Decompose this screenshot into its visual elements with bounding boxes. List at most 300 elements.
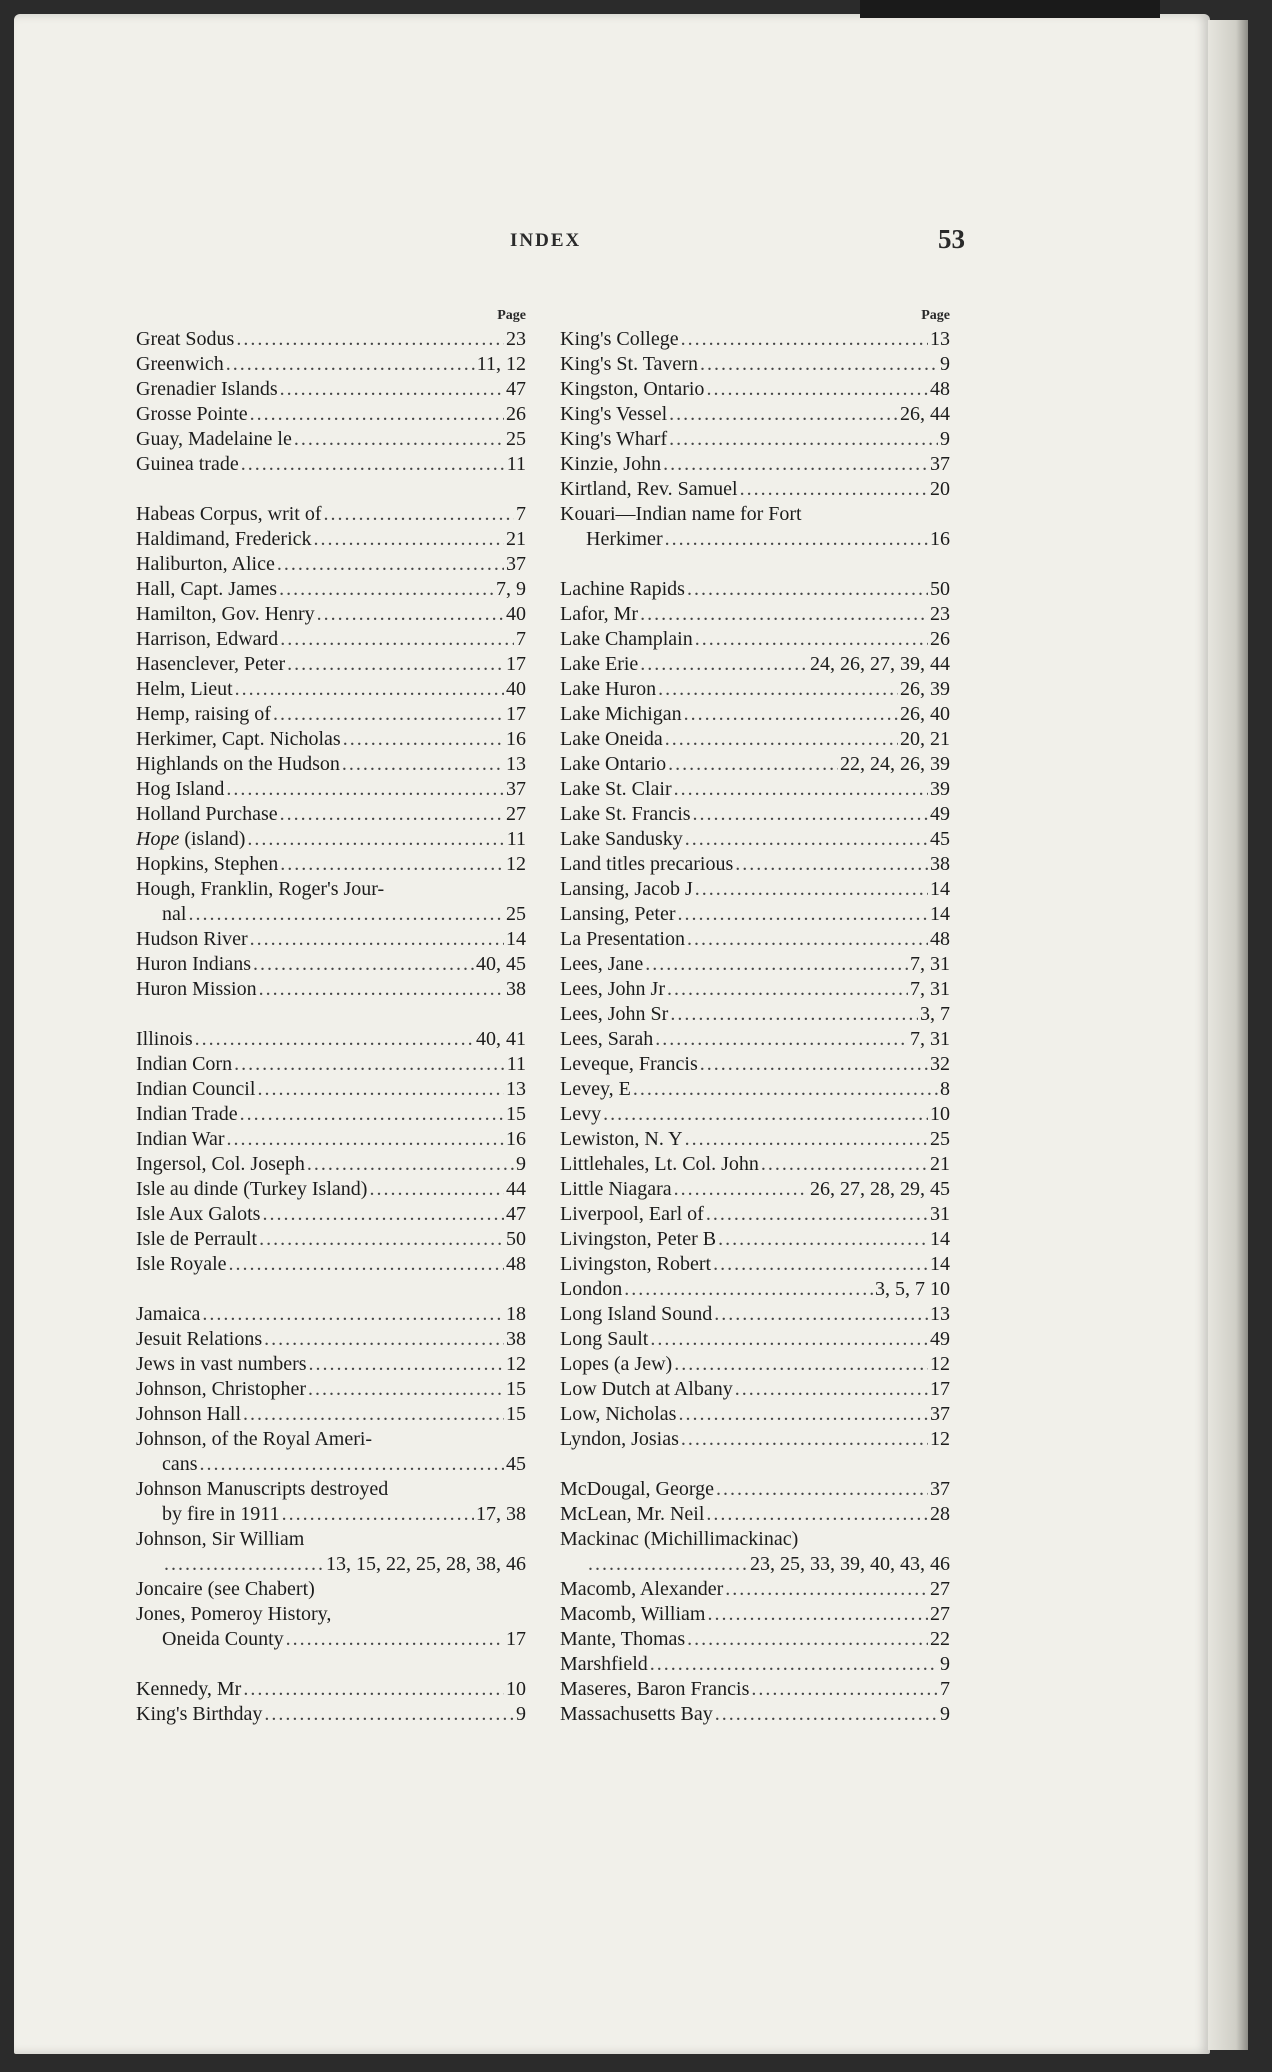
- entry-term: Marshfield: [560, 1653, 648, 1675]
- entry-term: Ingersol, Col. Joseph: [136, 1153, 305, 1175]
- entry-term: cans: [162, 1453, 198, 1475]
- leader-dots: [633, 1077, 938, 1102]
- entry-term: La Presentation: [560, 928, 685, 950]
- leader-dots: [253, 952, 474, 977]
- leader-dots: [674, 777, 928, 802]
- index-entry: [136, 802, 526, 827]
- entry-pages: 11: [506, 1053, 526, 1075]
- entry-pages: 26: [930, 628, 950, 650]
- column-heading: Page: [497, 308, 526, 323]
- entry-term: Hemp, raising of: [136, 703, 271, 725]
- index-entry: [560, 1002, 950, 1027]
- entry-pages: 48: [930, 928, 950, 950]
- entry-pages: 21: [930, 1153, 950, 1175]
- leader-dots: [226, 777, 504, 802]
- entry-term: King's Vessel: [560, 403, 668, 425]
- entry-pages: 38: [506, 978, 526, 1000]
- entry-term: Lopes (a Jew): [560, 1353, 673, 1375]
- index-entry: [560, 1602, 950, 1627]
- entry-term: Levey, E: [560, 1078, 631, 1100]
- entry-term: Lake St. Francis: [560, 803, 691, 825]
- leader-dots: [240, 1102, 504, 1127]
- running-title: INDEX: [510, 230, 582, 251]
- index-entry: [560, 1477, 950, 1502]
- entry-term: Johnson, Christopher: [136, 1378, 306, 1400]
- entry-pages: 24, 26, 27, 39, 44: [810, 653, 950, 675]
- index-entry: [136, 677, 526, 702]
- leader-dots: [706, 377, 928, 402]
- leader-dots: [234, 1052, 505, 1077]
- leader-dots: [735, 1377, 928, 1402]
- entry-pages: 7: [940, 1678, 950, 1700]
- leader-dots: [674, 1177, 808, 1202]
- index-entry: [560, 1177, 950, 1202]
- leader-dots: [243, 1677, 504, 1702]
- leader-dots: [687, 577, 928, 602]
- index-entry: [560, 602, 950, 627]
- index-entry: [560, 1577, 950, 1602]
- entry-term: Lake Michigan: [560, 703, 682, 725]
- index-entry: [560, 827, 950, 852]
- entry-spacer: [560, 1452, 950, 1477]
- entry-term: Lachine Rapids: [560, 578, 685, 600]
- index-entry: [560, 977, 950, 1002]
- entry-term: Holland Purchase: [136, 803, 278, 825]
- leader-dots: [280, 852, 504, 877]
- entry-term: Macomb, Alexander: [560, 1578, 724, 1600]
- index-entry: [560, 577, 950, 602]
- leader-dots: [640, 602, 928, 627]
- leader-dots: [227, 1127, 504, 1152]
- entry-pages: 17: [930, 1378, 950, 1400]
- entry-pages: 22: [930, 1628, 950, 1650]
- leader-dots: [663, 452, 928, 477]
- entry-pages: 17: [506, 703, 526, 725]
- page-number: 53: [938, 224, 965, 254]
- entry-pages: 16: [930, 528, 950, 550]
- index-entry: [136, 752, 526, 777]
- entry-term: Jamaica: [136, 1303, 201, 1325]
- column-heading: Page: [921, 308, 950, 323]
- index-entry: [560, 1652, 950, 1677]
- leader-dots: [695, 877, 928, 902]
- entry-term: Liverpool, Earl of: [560, 1203, 704, 1225]
- index-entry: [136, 1302, 526, 1327]
- index-entry: [136, 827, 526, 852]
- index-entry: [136, 1327, 526, 1352]
- entry-term: Lansing, Jacob J: [560, 878, 693, 900]
- leader-dots: [259, 977, 504, 1002]
- index-entry: [560, 1252, 950, 1277]
- entry-pages: 9: [516, 1703, 526, 1725]
- entry-term: Kennedy, Mr: [136, 1678, 242, 1700]
- entry-term: Greenwich: [136, 353, 224, 375]
- leader-dots: [250, 927, 504, 952]
- index-entry: [136, 1627, 526, 1652]
- entry-pages: 45: [506, 1453, 526, 1475]
- index-entry: [560, 1077, 950, 1102]
- entry-pages: 14: [506, 928, 526, 950]
- index-entry: [136, 1452, 526, 1477]
- index-entry: [136, 1702, 526, 1727]
- entry-pages: 3, 7: [920, 1003, 950, 1025]
- entry-pages: 50: [930, 578, 950, 600]
- entry-pages: 23: [506, 328, 526, 350]
- entry-pages: 9: [940, 1703, 950, 1725]
- entry-pages: 49: [930, 1328, 950, 1350]
- entry-term: Lyndon, Josias: [560, 1428, 679, 1450]
- entry-pages: 26, 27, 28, 29, 45: [810, 1178, 950, 1200]
- entry-term: Indian Council: [136, 1078, 256, 1100]
- entry-term: Herkimer, Capt. Nicholas: [136, 728, 341, 750]
- index-entry: [560, 1327, 950, 1352]
- entry-pages: 12: [506, 853, 526, 875]
- index-entry: [136, 952, 526, 977]
- entry-term: Grenadier Islands: [136, 378, 278, 400]
- leader-dots: [669, 402, 898, 427]
- index-entry: [560, 527, 950, 552]
- index-entry: [136, 502, 526, 527]
- entry-pages: 48: [506, 1253, 526, 1275]
- entry-term: Littlehales, Lt. Col. John: [560, 1153, 759, 1175]
- entry-pages: 17, 38: [476, 1503, 526, 1525]
- entry-term: Illinois: [136, 1028, 193, 1050]
- leader-dots: [681, 327, 928, 352]
- leader-dots: [277, 552, 504, 577]
- entry-pages: 14: [930, 1253, 950, 1275]
- leader-dots: [308, 1377, 504, 1402]
- entry-term: Lake Sandusky: [560, 828, 683, 850]
- entry-pages: 16: [506, 728, 526, 750]
- leader-dots: [257, 1077, 504, 1102]
- index-entry: [136, 1027, 526, 1052]
- index-entry: [560, 927, 950, 952]
- entry-term: Long Island Sound: [560, 1303, 713, 1325]
- index-entry: [136, 1377, 526, 1402]
- entry-pages: 47: [506, 1203, 526, 1225]
- entry-term: Low Dutch at Albany: [560, 1378, 733, 1400]
- index-entry: [136, 1202, 526, 1227]
- scan-border: [860, 0, 1160, 18]
- leader-dots: [226, 352, 475, 377]
- index-entry: [560, 702, 950, 727]
- entry-pages: 13: [930, 1303, 950, 1325]
- index-entry: [560, 1677, 950, 1702]
- leader-dots: [667, 977, 908, 1002]
- leader-dots: [707, 1602, 928, 1627]
- index-entry: [560, 352, 950, 377]
- index-entry: [136, 452, 526, 477]
- entry-term: Isle de Perrault: [136, 1228, 258, 1250]
- index-entry: [560, 1227, 950, 1252]
- entry-term: Lake Champlain: [560, 628, 693, 650]
- index-entry: [560, 1202, 950, 1227]
- index-entry: [560, 377, 950, 402]
- entry-pages: 20: [930, 478, 950, 500]
- entry-term: Land titles precarious: [560, 853, 734, 875]
- entry-term: McLean, Mr. Neil: [560, 1503, 705, 1525]
- leader-dots: [714, 1302, 928, 1327]
- entry-term: Hope (island): [136, 828, 246, 850]
- entry-pages: 48: [930, 378, 950, 400]
- entry-pages: 11, 12: [476, 353, 526, 375]
- index-entry: [136, 877, 526, 902]
- leader-dots: [751, 1677, 938, 1702]
- index-entry: [560, 452, 950, 477]
- leader-dots: [603, 1102, 928, 1127]
- index-entry: [560, 802, 950, 827]
- leader-dots: [280, 377, 504, 402]
- entry-pages: 17: [506, 1628, 526, 1650]
- entry-term: Haldimand, Frederick: [136, 528, 312, 550]
- index-entry: [136, 1402, 526, 1427]
- entry-term: Huron Indians: [136, 953, 251, 975]
- entry-term: Hopkins, Stephen: [136, 853, 279, 875]
- entry-pages: 47: [506, 378, 526, 400]
- entry-term: Lees, Sarah: [560, 1028, 654, 1050]
- leader-dots: [718, 1227, 928, 1252]
- entry-term: Lewiston, N. Y: [560, 1128, 683, 1150]
- entry-pages: 9: [940, 353, 950, 375]
- leader-dots: [700, 1052, 928, 1077]
- page-edge-shadow: [1208, 20, 1248, 2050]
- leader-dots: [343, 727, 504, 752]
- leader-dots: [294, 427, 504, 452]
- entry-pages: 32: [930, 1053, 950, 1075]
- entry-term: King's Wharf: [560, 428, 668, 450]
- entry-pages: 21: [506, 528, 526, 550]
- entry-pages: 26, 44: [900, 403, 950, 425]
- entry-term: Kouari—Indian name for Fort: [560, 503, 802, 525]
- entry-term: nal: [162, 903, 187, 925]
- entry-pages: 40: [506, 678, 526, 700]
- index-entry: [560, 1402, 950, 1427]
- entry-term: Kinzie, John: [560, 453, 662, 475]
- entry-term: Isle Aux Galots: [136, 1203, 261, 1225]
- index-entry: [560, 677, 950, 702]
- entry-term: Lake Huron: [560, 678, 657, 700]
- entry-term: Leveque, Francis: [560, 1053, 698, 1075]
- entry-term: Indian Trade: [136, 1103, 238, 1125]
- entry-term: Lees, Jane: [560, 953, 644, 975]
- entry-pages: 10: [506, 1678, 526, 1700]
- leader-dots: [164, 1552, 324, 1577]
- leader-dots: [202, 1302, 504, 1327]
- leader-dots: [658, 677, 898, 702]
- entry-term: Kingston, Ontario: [560, 378, 705, 400]
- entry-pages: 39: [930, 778, 950, 800]
- entry-pages: 25: [930, 1128, 950, 1150]
- leader-dots: [588, 1552, 748, 1577]
- entry-term: Mackinac (Michillimackinac): [560, 1528, 799, 1550]
- entry-term: Maseres, Baron Francis: [560, 1678, 750, 1700]
- index-entry: [560, 1502, 950, 1527]
- entry-term: Lake St. Clair: [560, 778, 672, 800]
- entry-pages: 13: [506, 753, 526, 775]
- entry-spacer: [136, 477, 526, 502]
- index-entry: [136, 1577, 526, 1602]
- leader-dots: [713, 1252, 928, 1277]
- index-entry: [136, 727, 526, 752]
- index-entry: [560, 777, 950, 802]
- index-entry: [136, 1127, 526, 1152]
- leader-dots: [280, 627, 514, 652]
- entry-term: Massachusetts Bay: [560, 1703, 713, 1725]
- entry-term: Hamilton, Gov. Henry: [136, 603, 315, 625]
- leader-dots: [665, 727, 898, 752]
- entry-pages: 37: [930, 1478, 950, 1500]
- entry-pages: 40, 45: [476, 953, 526, 975]
- index-entry: [136, 702, 526, 727]
- leader-dots: [684, 702, 898, 727]
- entry-pages: 18: [506, 1303, 526, 1325]
- index-entry: [136, 777, 526, 802]
- entry-pages: 27: [930, 1578, 950, 1600]
- leader-dots: [314, 527, 505, 552]
- index-entry: [560, 952, 950, 977]
- entry-term: Indian War: [136, 1128, 225, 1150]
- entry-pages: 7, 31: [910, 978, 950, 1000]
- entry-term: Hog Island: [136, 778, 225, 800]
- leader-dots: [685, 827, 928, 852]
- index-column-left: [136, 305, 526, 1727]
- leader-dots: [273, 702, 504, 727]
- index-entry: [560, 627, 950, 652]
- entry-term: King's College: [560, 328, 679, 350]
- leader-dots: [668, 752, 838, 777]
- entry-term: Hough, Franklin, Roger's Jour-: [136, 878, 385, 900]
- index-entry: [136, 1252, 526, 1277]
- index-entry: [136, 1602, 526, 1627]
- index-entry: [560, 1127, 950, 1152]
- entry-term: London: [560, 1278, 623, 1300]
- entry-term: Habeas Corpus, writ of: [136, 503, 322, 525]
- entry-term: Lake Erie: [560, 653, 639, 675]
- entry-term: Grosse Pointe: [136, 403, 248, 425]
- index-entry-list: [136, 327, 526, 1727]
- entry-pages: 8: [940, 1078, 950, 1100]
- entry-term: Huron Mission: [136, 978, 257, 1000]
- leader-dots: [693, 802, 928, 827]
- entry-pages: 45: [930, 828, 950, 850]
- entry-term: Lees, John Sr: [560, 1003, 669, 1025]
- index-entry: [136, 377, 526, 402]
- entry-spacer: [136, 1002, 526, 1027]
- leader-dots: [685, 1127, 928, 1152]
- leader-dots: [280, 802, 504, 827]
- leader-dots: [678, 1402, 928, 1427]
- entry-pages: 9: [940, 1653, 950, 1675]
- leader-dots: [342, 752, 504, 777]
- entry-pages: 27: [506, 803, 526, 825]
- entry-pages: 37: [930, 1403, 950, 1425]
- entry-pages: 14: [930, 903, 950, 925]
- leader-dots: [645, 952, 908, 977]
- entry-term: Hasenclever, Peter: [136, 653, 286, 675]
- index-entry: [560, 502, 950, 527]
- entry-pages: 11: [506, 453, 526, 475]
- entry-pages: 25: [506, 428, 526, 450]
- entry-pages: 15: [506, 1103, 526, 1125]
- entry-spacer: [136, 1652, 526, 1677]
- entry-pages: 7: [516, 503, 526, 525]
- entry-term: King's St. Tavern: [560, 353, 698, 375]
- index-entry: [560, 1702, 950, 1727]
- entry-term: by fire in 1911: [162, 1503, 280, 1525]
- entry-pages: 17: [506, 653, 526, 675]
- entry-pages: 16: [506, 1128, 526, 1150]
- entry-pages: 44: [506, 1178, 526, 1200]
- entry-term: Low, Nicholas: [560, 1403, 677, 1425]
- entry-term: Jones, Pomeroy History,: [136, 1603, 332, 1625]
- index-entry: [560, 1352, 950, 1377]
- entry-pages: 26: [506, 403, 526, 425]
- leader-dots: [740, 477, 928, 502]
- index-entry: [136, 1152, 526, 1177]
- entry-term: Isle Royale: [136, 1253, 227, 1275]
- leader-dots: [200, 1452, 504, 1477]
- entry-pages: 40, 41: [476, 1028, 526, 1050]
- entry-pages: 38: [506, 1328, 526, 1350]
- index-entry: [560, 402, 950, 427]
- index-entry: [560, 1627, 950, 1652]
- index-entry: [136, 652, 526, 677]
- entry-term: Helm, Lieut: [136, 678, 233, 700]
- entry-pages: 14: [930, 878, 950, 900]
- index-entry: [136, 552, 526, 577]
- leader-dots: [687, 927, 928, 952]
- index-entry: [560, 427, 950, 452]
- leader-dots: [650, 1327, 928, 1352]
- entry-pages: 26, 40: [900, 703, 950, 725]
- entry-term: Hall, Capt. James: [136, 578, 278, 600]
- leader-dots: [195, 1027, 474, 1052]
- entry-term: Johnson, of the Royal Ameri-: [136, 1428, 373, 1450]
- entry-pages: 37: [930, 453, 950, 475]
- entry-pages: 9: [940, 428, 950, 450]
- leader-dots: [287, 652, 504, 677]
- entry-pages: 23, 25, 33, 39, 40, 43, 46: [750, 1553, 950, 1575]
- entry-term: Highlands on the Hudson: [136, 753, 340, 775]
- leader-dots: [307, 1152, 514, 1177]
- index-entry: [136, 1052, 526, 1077]
- index-entry: [560, 877, 950, 902]
- leader-dots: [188, 902, 504, 927]
- index-column-right: [560, 305, 950, 1727]
- entry-pages: 3, 5, 7 10: [875, 1278, 950, 1300]
- entry-pages: 13, 15, 22, 25, 28, 38, 46: [326, 1553, 526, 1575]
- leader-dots: [369, 1177, 504, 1202]
- leader-dots: [236, 327, 504, 352]
- index-entry: [136, 352, 526, 377]
- leader-dots: [282, 1502, 474, 1527]
- entry-pages: 37: [506, 778, 526, 800]
- leader-dots: [624, 1277, 873, 1302]
- leader-dots: [324, 502, 514, 527]
- index-entry: [136, 1352, 526, 1377]
- index-entry: [136, 902, 526, 927]
- entry-term: Long Sault: [560, 1328, 649, 1350]
- entry-pages: 14: [930, 1228, 950, 1250]
- entry-term: Lake Oneida: [560, 728, 663, 750]
- entry-pages: 20, 21: [900, 728, 950, 750]
- entry-term: Kirtland, Rev. Samuel: [560, 478, 738, 500]
- entry-term: Livingston, Robert: [560, 1253, 712, 1275]
- entry-term: Macomb, William: [560, 1603, 706, 1625]
- leader-dots: [700, 352, 938, 377]
- entry-term: Hudson River: [136, 928, 248, 950]
- entry-term: Lafor, Mr: [560, 603, 639, 625]
